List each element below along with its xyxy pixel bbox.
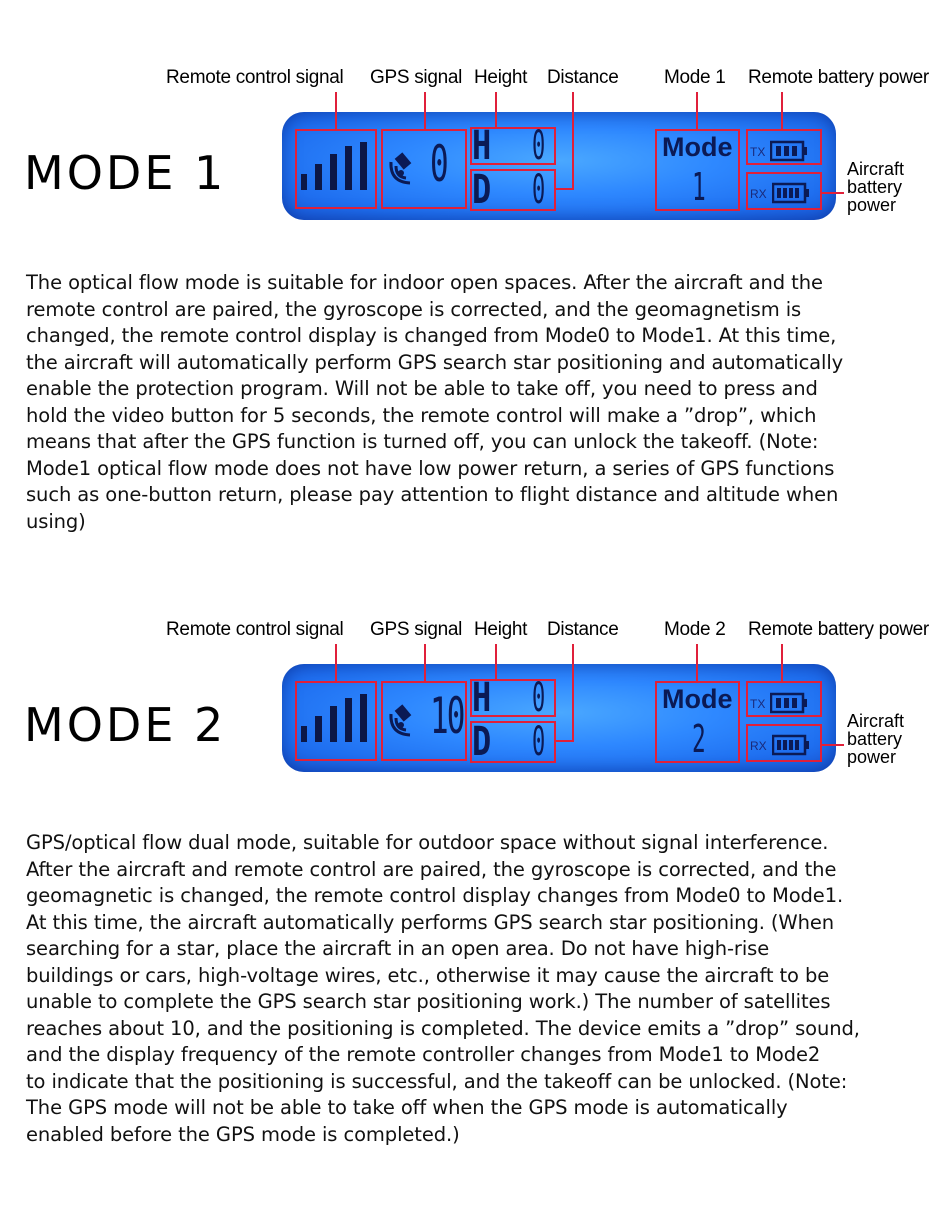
mode-title: MODE 1 — [24, 146, 227, 200]
highlight-gps — [381, 129, 467, 209]
label-height: Height — [474, 67, 528, 88]
mode-section-2 — [0, 552, 950, 1172]
label-distance: Distance — [547, 67, 619, 88]
highlight-tx-battery — [746, 681, 822, 717]
label-gps-signal: GPS signal — [370, 619, 463, 640]
height-value: 0 — [532, 675, 546, 721]
highlight-mode — [655, 681, 740, 763]
distance-letter: D — [472, 167, 492, 213]
mode-number: 1 — [692, 165, 706, 209]
leader-remote-battery — [781, 644, 783, 682]
description-line: reaches about 10, and the positioning is completed. The device emits a ”drop” sound, — [26, 1016, 860, 1040]
label-aircraft-battery-line2: battery — [847, 177, 903, 197]
label-aircraft-battery — [847, 160, 947, 214]
mode-description — [26, 830, 931, 1148]
distance-value: 0 — [532, 719, 546, 765]
leader-distance-h — [556, 740, 574, 742]
mode-number: 2 — [692, 717, 706, 761]
leader-signal — [335, 92, 337, 130]
mode-word: Mode — [662, 132, 733, 162]
highlight-tx-battery — [746, 129, 822, 165]
description-line: geomagnetic is changed, the remote control display changes from Mode0 to Mode1. — [26, 884, 844, 907]
leader-distance-v — [572, 92, 574, 190]
tx-label: TX — [750, 145, 766, 159]
label-aircraft-battery-line1: Aircraft — [847, 711, 905, 731]
description-line: The optical flow mode is suitable for indoor open spaces. After the aircraft and the — [26, 271, 823, 294]
gps-count-digits: 10 — [430, 687, 464, 745]
mode-title: MODE 2 — [24, 698, 227, 752]
leader-aircraft-battery — [822, 192, 844, 194]
height-letter: H — [472, 675, 492, 721]
gps-count-digits: 0 — [430, 135, 447, 193]
label-remote-control-signal: Remote control signal — [166, 619, 344, 640]
distance-letter: D — [472, 719, 492, 765]
description-line: hold the video button for 5 seconds, the remote control will make a ”drop”, which — [26, 403, 817, 427]
leader-mode — [696, 644, 698, 682]
description-line: remote control are paired, the gyroscope is corrected, and the geomagnetism is — [26, 297, 802, 321]
highlight-height — [470, 123, 556, 169]
leader-aircraft-battery — [822, 744, 844, 746]
highlight-signal — [295, 681, 377, 761]
leader-remote-battery — [781, 92, 783, 130]
label-distance: Distance — [547, 619, 619, 640]
leader-height — [495, 92, 497, 128]
description-line: unable to complete the GPS search star positioning work.) The number of satellites — [26, 990, 831, 1013]
description-line: using) — [26, 509, 86, 533]
description-line: buildings or cars, high-voltage wires, etc., otherwise it may cause the aircraft to be — [26, 963, 830, 987]
highlight-gps — [381, 681, 467, 761]
description-line: changed, the remote control display is changed from Mode0 to Mode1. At this time, — [26, 324, 837, 347]
leader-mode — [696, 92, 698, 130]
height-value: 0 — [532, 123, 546, 169]
leader-distance-v — [572, 644, 574, 742]
label-aircraft-battery-line3: power — [847, 747, 897, 767]
description-line: At this time, the aircraft automatically performs GPS search star positioning. (When — [26, 910, 835, 934]
leader-gps — [424, 92, 426, 130]
highlight-rx-battery — [746, 724, 822, 762]
lcd-display — [282, 112, 836, 220]
height-letter: H — [472, 123, 492, 169]
description-line: Mode1 optical flow mode does not have low power return, a series of GPS functions — [26, 456, 835, 480]
highlight-distance — [470, 169, 556, 211]
highlight-rx-battery — [746, 172, 822, 210]
leader-gps — [424, 644, 426, 682]
label-mode: Mode 2 — [664, 619, 726, 640]
label-remote-control-signal: Remote control signal — [166, 67, 344, 88]
label-gps-signal: GPS signal — [370, 67, 463, 88]
description-line: enable the protection program. Will not be able to take off, you need to press and — [26, 377, 818, 400]
mode-word: Mode — [662, 684, 733, 714]
label-aircraft-battery — [847, 712, 947, 766]
highlight-signal — [295, 129, 377, 209]
highlight-mode — [655, 129, 740, 211]
label-mode: Mode 1 — [664, 67, 726, 88]
description-line: the aircraft will automatically perform GPS search star positioning and automatically — [26, 350, 844, 374]
label-aircraft-battery-line3: power — [847, 195, 897, 215]
leader-height — [495, 644, 497, 680]
distance-value: 0 — [532, 167, 546, 213]
rx-label: RX — [750, 739, 767, 753]
description-line: to indicate that the positioning is successful, and the takeoff can be unlocked. (Note: — [26, 1069, 848, 1093]
label-remote-battery: Remote battery power — [748, 67, 929, 88]
description-line: means that after the GPS function is turned off, you can unlock the takeoff. (Note: — [26, 430, 819, 453]
description-line: After the aircraft and remote control are paired, the gyroscope is corrected, and the — [26, 857, 837, 881]
description-line: enabled before the GPS mode is completed.) — [26, 1122, 460, 1146]
label-aircraft-battery-line2: battery — [847, 729, 903, 749]
label-aircraft-battery-line1: Aircraft — [847, 159, 905, 179]
description-line: such as one-button return, please pay attention to flight distance and altitude when — [26, 483, 839, 506]
lcd-display — [282, 664, 836, 772]
description-line: and the display frequency of the remote controller changes from Mode1 to Mode2 — [26, 1043, 821, 1066]
leader-distance-h — [556, 188, 574, 190]
label-height: Height — [474, 619, 528, 640]
description-line: searching for a star, place the aircraft in an open area. Do not have high-rise — [26, 937, 770, 960]
rx-label: RX — [750, 187, 767, 201]
highlight-height — [470, 675, 556, 721]
label-remote-battery: Remote battery power — [748, 619, 929, 640]
leader-signal — [335, 644, 337, 682]
description-line: The GPS mode will not be able to take off when the GPS mode is automatically — [26, 1096, 788, 1119]
description-line: GPS/optical flow dual mode, suitable for outdoor space without signal interference. — [26, 831, 829, 854]
tx-label: TX — [750, 697, 766, 711]
mode-description — [26, 270, 931, 535]
highlight-distance — [470, 721, 556, 763]
mode-section-1 — [0, 0, 950, 560]
